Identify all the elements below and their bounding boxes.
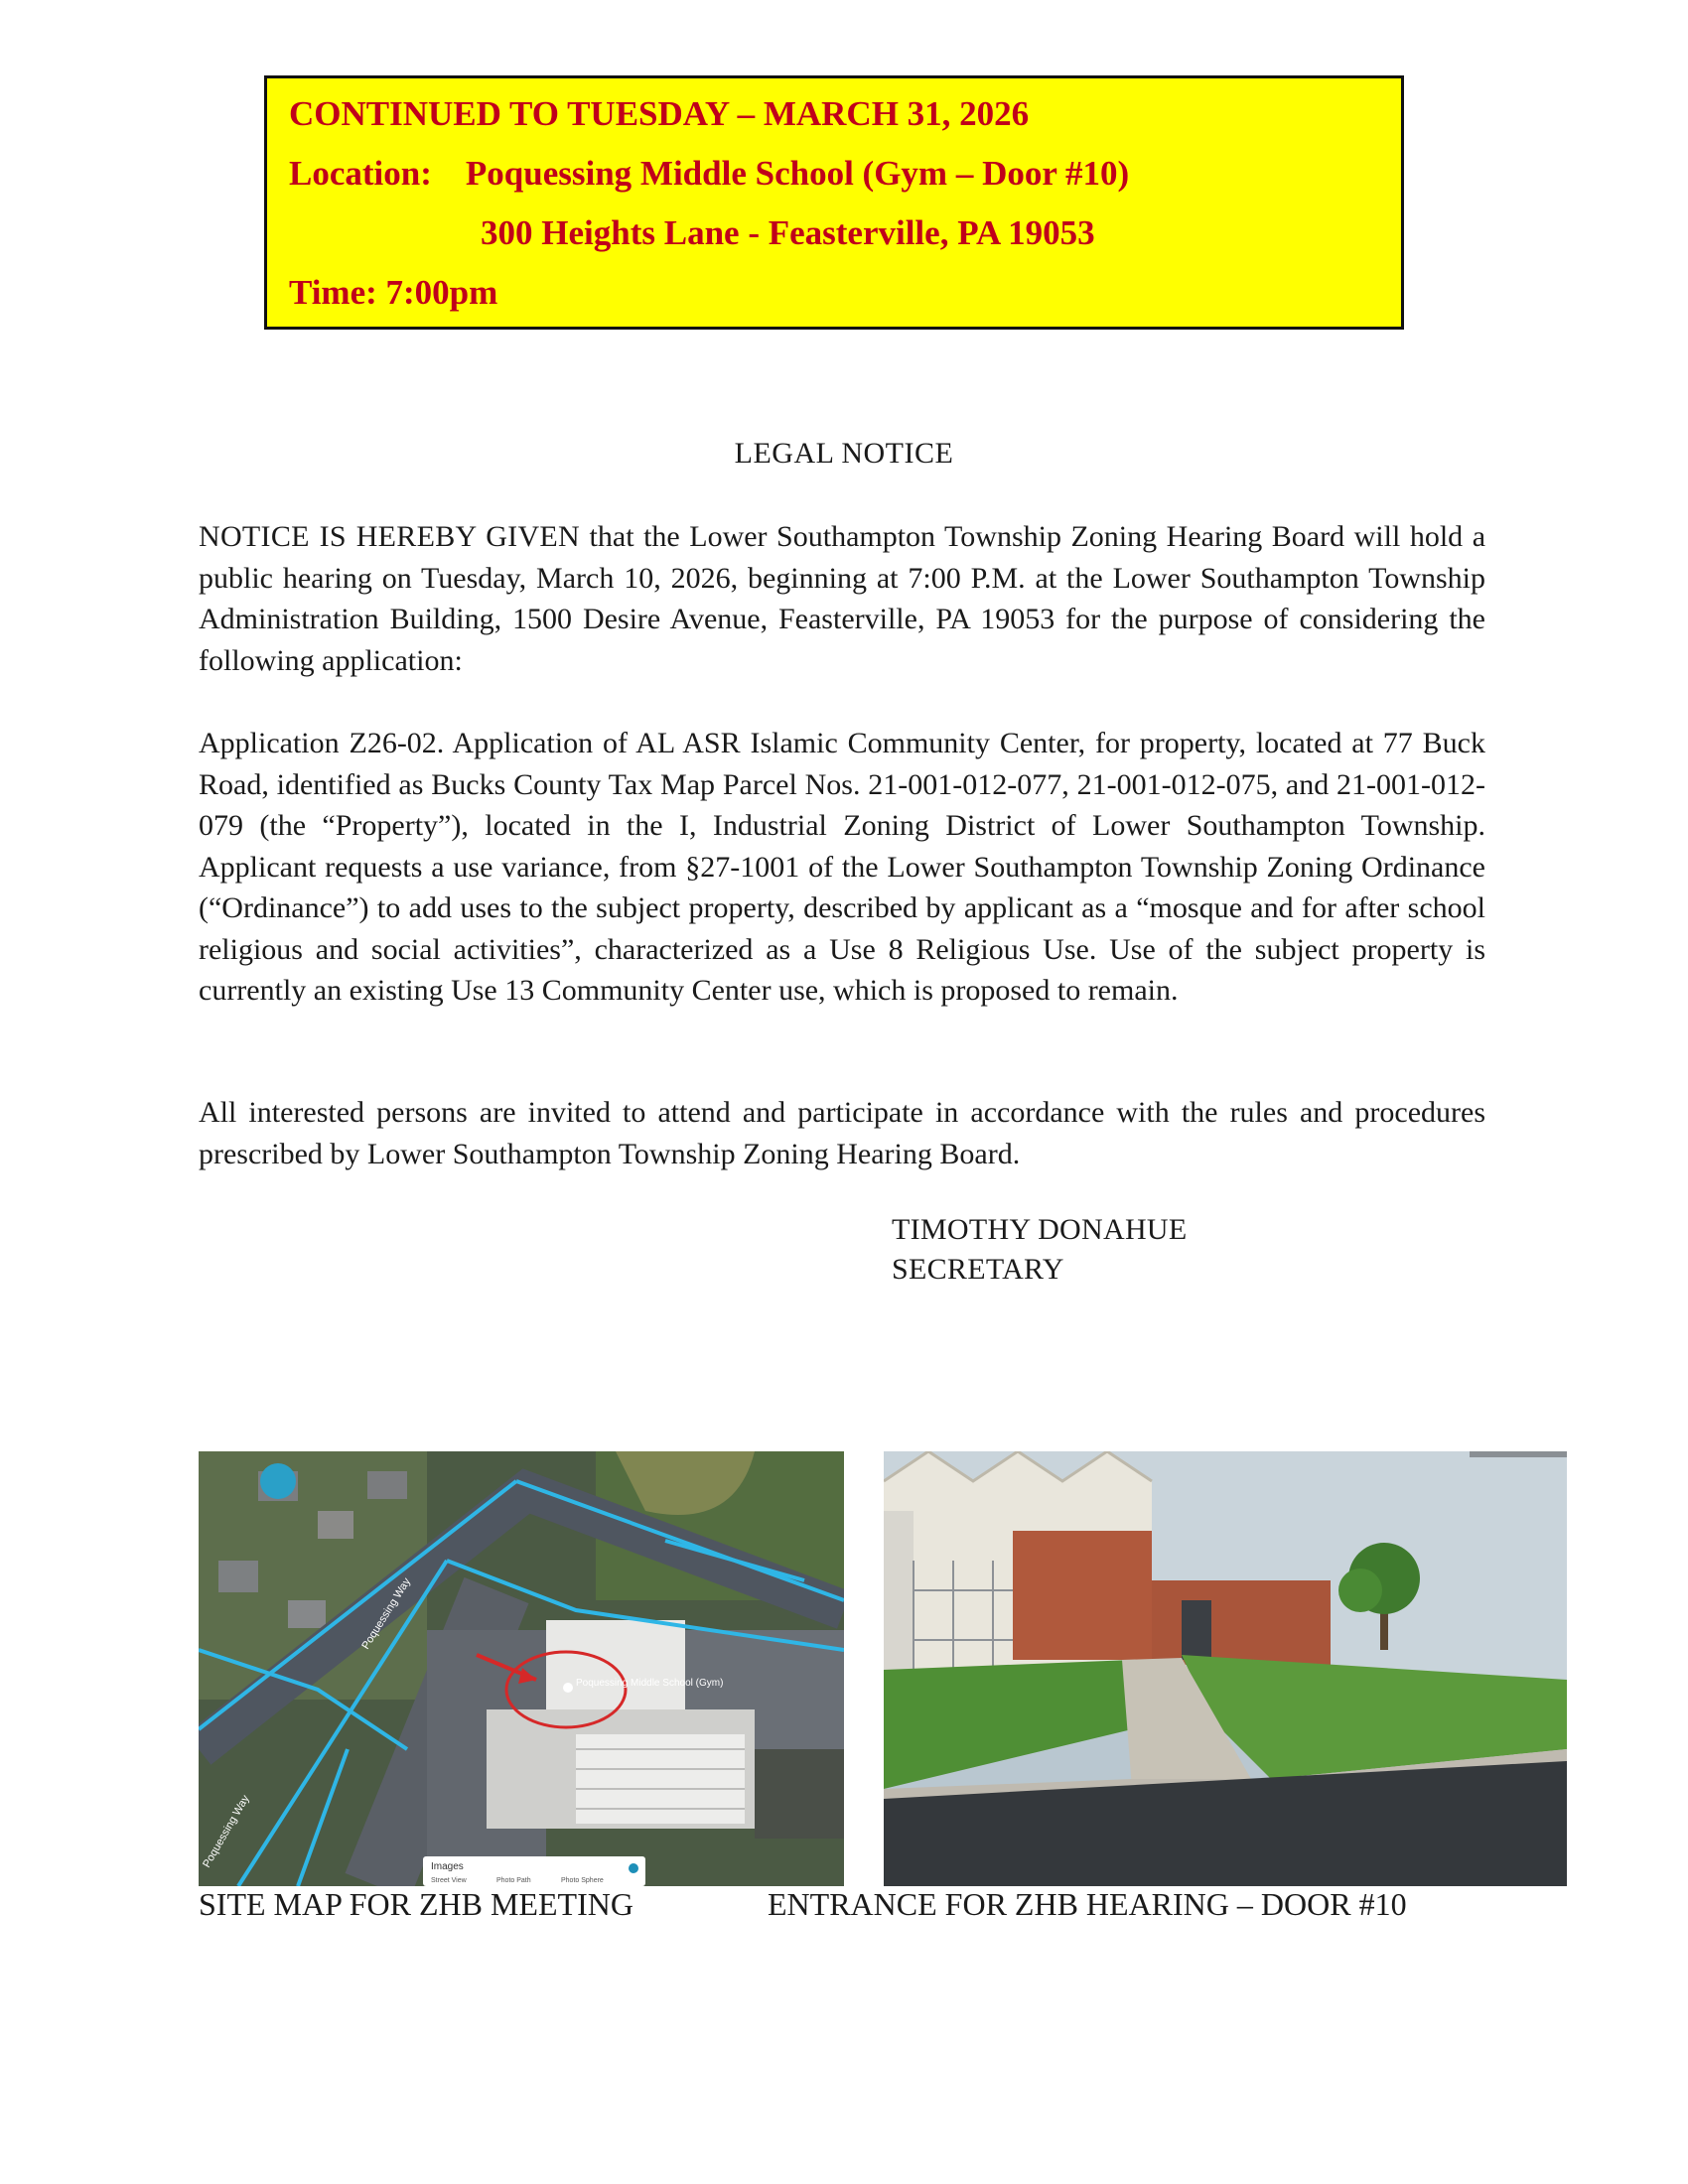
site-map-graphic	[199, 1451, 844, 1886]
map-legend-item-2: Photo Path	[496, 1877, 531, 1884]
map-legend-dot	[629, 1863, 638, 1873]
banner-location-label: Location:	[289, 154, 432, 193]
signer-name: TIMOTHY DONAHUE	[892, 1213, 1188, 1246]
map-road-label-2: Poquessing Way	[201, 1793, 252, 1870]
banner-location-value: Poquessing Middle School (Gym – Door #10)	[465, 154, 1130, 193]
banner-address: 300 Heights Lane - Feasterville, PA 19053	[481, 213, 1095, 252]
entrance-photo	[884, 1451, 1567, 1886]
signer-title: SECRETARY	[892, 1253, 1064, 1286]
map-legend-item-1: Street View	[431, 1877, 467, 1884]
notice-title: LEGAL NOTICE	[734, 437, 954, 470]
map-road-label-1: Poquessing Way	[359, 1575, 414, 1652]
map-legend-title: Images	[431, 1861, 464, 1872]
notice-paragraph-1-text: that the Lower Southampton Township Zoning Hearing Board will hold a public hearing on Tuesday, March 10, 2026, beginning at 7:00 P.M. at the Lower Southampton Township Administration Building, 1500 Desire Avenue, Feasterville, PA 19053 for the purpose of considering the following application:	[199, 520, 1486, 677]
site-map-image	[199, 1451, 844, 1886]
continuation-banner	[264, 75, 1404, 330]
application-paragraph: Application Z26-02. Application of AL ASR Islamic Community Center, for property, located at 77 Buck Road, identified as Bucks County Tax Map Parcel Nos. 21-001-012-077, 21-001-012-075, and 21-001-012-079 (the “Property”), located in the I, Industrial Zoning District of Lower Southampton Township. Applicant requests a use variance, from §27-1001 of the Lower Southampton Township Zoning Ordinance (“Ordinance”) to add uses to the subject property, described by applicant as a “mosque and for after school religious and social activities”, characterized as a Use 8 Religious Use. Use of the subject property is currently an existing Use 13 Community Center use, which is proposed to remain.	[199, 727, 1485, 1007]
map-legend-item-3: Photo Sphere	[561, 1877, 604, 1884]
site-map-caption: SITE MAP FOR ZHB MEETING	[199, 1886, 633, 1922]
entrance-caption: ENTRANCE FOR ZHB HEARING – DOOR #10	[768, 1886, 1407, 1922]
banner-time: Time: 7:00pm	[289, 273, 498, 312]
map-pin-label: Poquessing Middle School (Gym)	[576, 1678, 724, 1689]
banner-continued-date: CONTINUED TO TUESDAY – MARCH 31, 2026	[289, 94, 1030, 133]
invitation-paragraph: All interested persons are invited to attend and participate in accordance with the rules and procedures prescribed by Lower Southampton Township Zoning Hearing Board.	[199, 1096, 1485, 1170]
notice-paragraph-1	[199, 516, 1485, 681]
notice-lead: NOTICE IS HEREBY GIVEN	[199, 520, 581, 553]
banner-location	[289, 154, 1129, 194]
entrance-photo-graphic	[884, 1451, 1567, 1886]
